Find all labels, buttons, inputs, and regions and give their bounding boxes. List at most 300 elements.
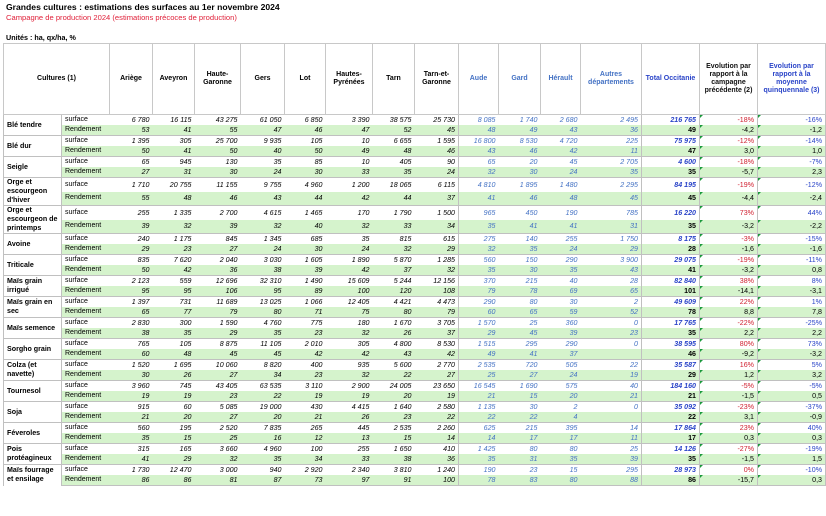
table-cell: 14 126	[642, 444, 700, 455]
table-cell: 29	[153, 454, 195, 465]
table-cell: -19%	[700, 178, 758, 192]
table-cell: 1 690	[499, 381, 541, 392]
table-cell: 11 155	[195, 178, 241, 192]
header-dept: Aveyron	[153, 44, 195, 115]
row-kind-label: Rendement	[62, 370, 110, 381]
table-cell: 46	[415, 146, 459, 157]
table-cell: 225	[581, 136, 642, 147]
table-cell: 22%	[700, 297, 758, 308]
table-cell: 39	[195, 220, 241, 234]
table-cell: 48	[459, 125, 499, 136]
table-cell: 81	[195, 475, 241, 486]
table-cell: 785	[581, 206, 642, 220]
table-cell: 45	[195, 349, 241, 360]
table-cell: 10	[326, 136, 373, 147]
table-cell: 430	[285, 402, 326, 413]
table-cell: 35 092	[642, 402, 700, 413]
table-cell: -19%	[700, 255, 758, 266]
table-cell: 265	[285, 423, 326, 434]
table-cell: 44	[373, 192, 415, 206]
table-cell: 12	[285, 433, 326, 444]
table-cell: 560	[110, 423, 153, 434]
table-cell: 1,2	[700, 370, 758, 381]
table-cell: 4 415	[326, 402, 373, 413]
table-cell: 75	[326, 307, 373, 318]
table-cell: 71	[285, 307, 326, 318]
table-cell: 0	[581, 402, 642, 413]
table-cell: 15	[373, 433, 415, 444]
table-cell: 4 615	[241, 206, 285, 220]
table-cell: 33	[326, 167, 373, 178]
table-cell: 745	[153, 381, 195, 392]
table-row	[4, 423, 826, 434]
table-cell: 29	[642, 370, 700, 381]
table-cell: 5 600	[373, 360, 415, 371]
table-cell: 22	[459, 412, 499, 423]
table-cell: 35	[541, 265, 581, 276]
table-cell: 39	[110, 220, 153, 234]
table-cell: 44	[285, 192, 326, 206]
table-cell: 47	[241, 125, 285, 136]
table-cell: 43	[541, 125, 581, 136]
table-cell: -11%	[758, 255, 826, 266]
table-cell: 24	[415, 167, 459, 178]
table-cell: 27	[195, 370, 241, 381]
table-cell: 48	[541, 192, 581, 206]
table-cell: 23	[195, 391, 241, 402]
table-cell: 1 285	[415, 255, 459, 266]
table-cell: -18%	[700, 157, 758, 168]
table-cell: 32	[241, 220, 285, 234]
table-cell: 36	[195, 265, 241, 276]
header-dept: Hautes-Pyrénées	[326, 44, 373, 115]
table-cell: 16 115	[153, 115, 195, 126]
row-kind-label: Rendement	[62, 220, 110, 234]
table-cell: 1 480	[541, 178, 581, 192]
table-cell: 15	[541, 465, 581, 476]
table-cell: 40	[541, 276, 581, 287]
table-row	[4, 391, 826, 402]
table-cell: 8 085	[459, 115, 499, 126]
table-cell: 55	[110, 192, 153, 206]
table-cell: -5,7	[700, 167, 758, 178]
table-cell: 41	[541, 220, 581, 234]
table-cell: 24	[541, 244, 581, 255]
table-cell: 17	[541, 433, 581, 444]
table-cell: 1 395	[110, 136, 153, 147]
table-cell: 2 770	[415, 360, 459, 371]
table-cell: 3 390	[326, 115, 373, 126]
table-cell: 559	[153, 276, 195, 287]
table-cell: 42	[326, 349, 373, 360]
table-cell: 29	[459, 328, 499, 339]
table-cell: 29	[195, 328, 241, 339]
table-cell: 19 000	[241, 402, 285, 413]
table-cell: -3,2	[700, 265, 758, 276]
table-cell: 46	[499, 192, 541, 206]
table-cell: 35	[581, 167, 642, 178]
table-cell: 47	[326, 125, 373, 136]
table-cell: 1 730	[110, 465, 153, 476]
table-cell: 2 123	[110, 276, 153, 287]
table-cell: 4 421	[373, 297, 415, 308]
table-cell: 1 175	[153, 234, 195, 245]
table-cell: 78	[459, 475, 499, 486]
table-cell: 2	[541, 402, 581, 413]
table-cell: 0,8	[758, 265, 826, 276]
table-cell: 3 900	[581, 255, 642, 266]
table-cell: -1,2	[758, 125, 826, 136]
table-row	[4, 339, 826, 350]
table-cell: 17 864	[642, 423, 700, 434]
row-kind-label: Rendement	[62, 265, 110, 276]
table-cell: 8%	[758, 276, 826, 287]
table-cell: 35	[541, 454, 581, 465]
table-cell: 24	[541, 167, 581, 178]
table-cell: 41	[642, 265, 700, 276]
table-cell: 10	[326, 157, 373, 168]
table-cell: 21	[285, 412, 326, 423]
table-cell: 140	[499, 234, 541, 245]
table-cell: 35	[499, 244, 541, 255]
table-cell: 731	[153, 297, 195, 308]
table-cell: 32	[326, 328, 373, 339]
table-cell: -12%	[700, 136, 758, 147]
table-cell: 34	[415, 220, 459, 234]
table-cell: 49 609	[642, 297, 700, 308]
table-cell: 6 115	[415, 178, 459, 192]
table-row	[4, 115, 826, 126]
table-cell: 50	[110, 265, 153, 276]
table-row	[4, 255, 826, 266]
table-cell: 275	[459, 234, 499, 245]
row-kind-label: Rendement	[62, 328, 110, 339]
table-cell: 86	[642, 475, 700, 486]
table-cell: 41	[499, 349, 541, 360]
table-cell: 65	[499, 307, 541, 318]
table-cell: 1 490	[285, 276, 326, 287]
table-cell: -4,4	[700, 192, 758, 206]
header-dept: Aude	[459, 44, 499, 115]
table-cell: 4 960	[241, 444, 285, 455]
table-cell: 49	[459, 349, 499, 360]
table-cell: 12 470	[153, 465, 195, 476]
table-cell: 25	[499, 318, 541, 329]
table-cell: 79	[459, 286, 499, 297]
table-cell: 29	[110, 244, 153, 255]
table-row	[4, 328, 826, 339]
table-cell: 65	[581, 286, 642, 297]
row-kind-label: surface	[62, 255, 110, 266]
table-cell: 1 397	[110, 297, 153, 308]
table-cell: 7 835	[241, 423, 285, 434]
table-cell: 3,1	[700, 412, 758, 423]
table-cell: 8,8	[700, 307, 758, 318]
table-cell: 28	[581, 276, 642, 287]
table-cell: 685	[285, 234, 326, 245]
row-kind-label: surface	[62, 381, 110, 392]
table-cell: 4	[541, 412, 581, 423]
table-cell: 91	[373, 475, 415, 486]
table-cell: 4 720	[541, 136, 581, 147]
table-cell: 2 260	[415, 423, 459, 434]
table-row	[4, 307, 826, 318]
table-cell: -12%	[758, 178, 826, 192]
table-cell: 28 973	[642, 465, 700, 476]
table-cell: 24	[241, 167, 285, 178]
header-total: Total Occitanie	[642, 44, 700, 115]
crop-name: Soja	[4, 402, 62, 423]
table-cell: 8 175	[642, 234, 700, 245]
table-cell: 1 240	[415, 465, 459, 476]
table-cell: 83	[499, 475, 541, 486]
header-evo-5y: Evolution par rapport à la moyenne quinquennale (3)	[758, 44, 826, 115]
table-cell: -18%	[700, 115, 758, 126]
table-cell: 315	[110, 444, 153, 455]
table-cell: 21	[110, 412, 153, 423]
table-cell: 11	[581, 433, 642, 444]
header-dept: Haute-Garonne	[195, 44, 241, 115]
table-cell: 52	[581, 307, 642, 318]
table-cell: 1%	[758, 297, 826, 308]
table-cell: -27%	[700, 444, 758, 455]
table-cell: 41	[153, 125, 195, 136]
table-cell: 36	[581, 125, 642, 136]
table-cell: 30	[110, 370, 153, 381]
row-kind-label: surface	[62, 339, 110, 350]
table-cell: 1 335	[153, 206, 195, 220]
table-cell: 80%	[700, 339, 758, 350]
table-cell: 150	[499, 255, 541, 266]
table-cell: 78	[499, 286, 541, 297]
table-cell: 3 810	[373, 465, 415, 476]
table-cell: 1 425	[459, 444, 499, 455]
table-cell: 0	[581, 339, 642, 350]
table-cell: 60	[459, 307, 499, 318]
table-cell: 38 595	[642, 339, 700, 350]
table-cell: 15 609	[326, 276, 373, 287]
table-cell: 1 570	[459, 318, 499, 329]
table-cell: 80	[499, 297, 541, 308]
table-cell: -4,2	[700, 125, 758, 136]
table-cell: 43	[581, 265, 642, 276]
table-cell: 3 705	[415, 318, 459, 329]
table-row	[4, 402, 826, 413]
table-cell: 75 975	[642, 136, 700, 147]
header-evo-prev: Evolution par rapport à la campagne précédente (2)	[700, 44, 758, 115]
crops-table	[3, 43, 826, 486]
table-cell: 935	[326, 360, 373, 371]
table-cell: 43	[241, 192, 285, 206]
table-cell: 190	[459, 465, 499, 476]
row-kind-label: Rendement	[62, 412, 110, 423]
table-cell: -3,1	[758, 286, 826, 297]
table-cell: 38	[241, 265, 285, 276]
table-cell: 120	[373, 286, 415, 297]
table-cell: 11 105	[241, 339, 285, 350]
header-culture: Cultures (1)	[4, 44, 110, 115]
row-kind-label: surface	[62, 402, 110, 413]
table-row	[4, 381, 826, 392]
table-cell: 37	[373, 265, 415, 276]
table-cell: 88	[581, 475, 642, 486]
table-cell: 26	[373, 328, 415, 339]
row-kind-label: Rendement	[62, 125, 110, 136]
table-cell: -0,9	[758, 412, 826, 423]
table-cell: 22	[241, 391, 285, 402]
table-cell: 65	[459, 157, 499, 168]
table-cell: 20	[373, 391, 415, 402]
table-cell: 30	[285, 244, 326, 255]
table-cell: 50	[195, 146, 241, 157]
table-cell: 2 535	[373, 423, 415, 434]
table-cell: 79	[415, 307, 459, 318]
table-cell: 23	[153, 244, 195, 255]
table-cell: 1 740	[499, 115, 541, 126]
table-cell: 4 600	[642, 157, 700, 168]
table-cell: 2 705	[581, 157, 642, 168]
table-cell: 8 875	[195, 339, 241, 350]
table-cell: 35	[241, 157, 285, 168]
row-kind-label: Rendement	[62, 454, 110, 465]
table-cell: 19	[326, 391, 373, 402]
table-cell: 1 650	[373, 444, 415, 455]
table-cell: 90	[415, 157, 459, 168]
table-cell: 14	[581, 423, 642, 434]
table-cell: 15	[153, 433, 195, 444]
row-kind-label: Rendement	[62, 286, 110, 297]
table-cell: 35	[459, 220, 499, 234]
table-cell: 0,3	[700, 433, 758, 444]
table-cell: 80	[541, 475, 581, 486]
row-kind-label: surface	[62, 297, 110, 308]
row-kind-label: surface	[62, 234, 110, 245]
table-cell: 38 575	[373, 115, 415, 126]
table-cell: 22	[415, 412, 459, 423]
table-cell: 16 545	[459, 381, 499, 392]
row-kind-label: surface	[62, 465, 110, 476]
table-cell: 39	[581, 454, 642, 465]
table-cell: 46	[499, 146, 541, 157]
table-cell: 12 156	[415, 276, 459, 287]
table-cell: 35	[241, 328, 285, 339]
table-cell: 22	[581, 360, 642, 371]
table-cell: 61 050	[241, 115, 285, 126]
table-cell: 2 535	[459, 360, 499, 371]
table-cell: 2	[581, 297, 642, 308]
units-label: Unités : ha, qx/ha, %	[6, 33, 76, 42]
table-cell: 24	[326, 244, 373, 255]
table-cell: 46	[642, 349, 700, 360]
table-cell: 180	[326, 318, 373, 329]
table-cell: 6 655	[373, 136, 415, 147]
crop-name: Maïs grain en sec	[4, 297, 62, 318]
table-cell: 16 220	[642, 206, 700, 220]
table-cell: 1 345	[241, 234, 285, 245]
table-cell: 100	[415, 475, 459, 486]
table-cell: 15	[499, 391, 541, 402]
table-cell: 43	[459, 146, 499, 157]
table-cell: 49	[499, 125, 541, 136]
table-cell: 19	[581, 370, 642, 381]
row-kind-label: surface	[62, 318, 110, 329]
table-cell: 48	[373, 146, 415, 157]
table-cell: 765	[110, 339, 153, 350]
table-cell: 2 040	[195, 255, 241, 266]
table-cell: 29	[581, 244, 642, 255]
table-cell: 1 066	[285, 297, 326, 308]
row-kind-label: Rendement	[62, 244, 110, 255]
table-cell: 95	[153, 286, 195, 297]
table-cell: 0,3	[758, 475, 826, 486]
table-cell: 815	[373, 234, 415, 245]
table-cell: -3,2	[758, 349, 826, 360]
table-row	[4, 220, 826, 234]
table-cell: 21	[642, 391, 700, 402]
table-row	[4, 136, 826, 147]
table-cell: 575	[541, 381, 581, 392]
row-kind-label: surface	[62, 444, 110, 455]
table-cell: 48	[153, 349, 195, 360]
table-cell: 50	[110, 146, 153, 157]
table-row	[4, 370, 826, 381]
table-cell: 25	[581, 444, 642, 455]
table-cell: 1 890	[326, 255, 373, 266]
table-cell: 11	[581, 146, 642, 157]
table-cell: 42	[326, 192, 373, 206]
table-cell: 20	[541, 391, 581, 402]
table-cell: 30	[499, 402, 541, 413]
table-row	[4, 475, 826, 486]
row-kind-label: Rendement	[62, 475, 110, 486]
table-cell: 1 590	[195, 318, 241, 329]
table-cell: 2 920	[285, 465, 326, 476]
table-cell: 615	[415, 234, 459, 245]
table-row	[4, 167, 826, 178]
table-cell: 25 700	[195, 136, 241, 147]
table-cell: 89	[285, 286, 326, 297]
table-cell: 33	[326, 454, 373, 465]
table-cell: 1 895	[499, 178, 541, 192]
table-cell: 0	[581, 318, 642, 329]
table-cell: 4 473	[415, 297, 459, 308]
table-cell: 255	[326, 444, 373, 455]
table-cell: -15,7	[700, 475, 758, 486]
table-cell: 78	[642, 307, 700, 318]
table-cell: 86	[153, 475, 195, 486]
table-cell: 19	[153, 391, 195, 402]
table-cell: 16%	[700, 360, 758, 371]
table-cell: 23	[285, 328, 326, 339]
table-cell: 63 535	[241, 381, 285, 392]
table-cell: 2 010	[285, 339, 326, 350]
table-cell: 17	[499, 433, 541, 444]
table-cell: 32	[195, 454, 241, 465]
table-cell: 255	[541, 234, 581, 245]
table-cell: 5%	[758, 360, 826, 371]
table-cell: 43	[373, 349, 415, 360]
table-cell: 38	[373, 454, 415, 465]
table-cell: 2,2	[758, 328, 826, 339]
table-cell: 14	[459, 433, 499, 444]
table-cell: 85	[285, 157, 326, 168]
table-cell: 23%	[700, 423, 758, 434]
table-row	[4, 276, 826, 287]
table-row	[4, 192, 826, 206]
table-cell: 30	[195, 167, 241, 178]
crop-name: Triticale	[4, 255, 62, 276]
table-cell: 1 200	[326, 178, 373, 192]
